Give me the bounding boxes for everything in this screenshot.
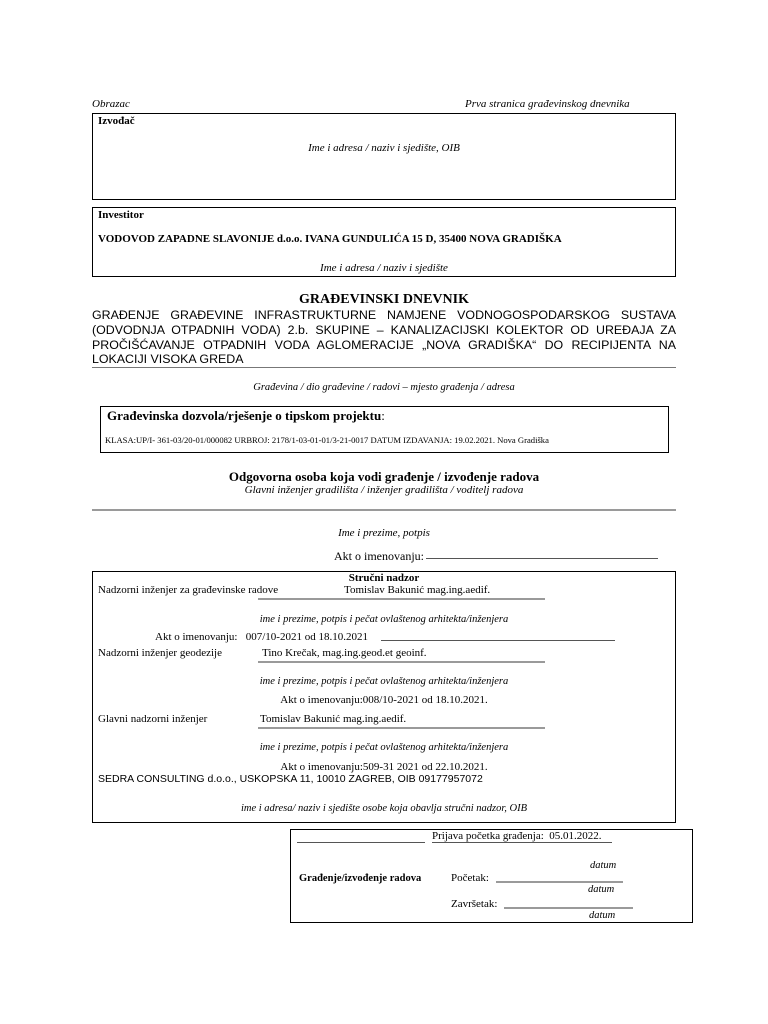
contractor-box <box>92 113 676 200</box>
supervision-role-construction: Nadzorni inženjer za građevinske radove <box>98 584 279 596</box>
supervision-name-line-chief <box>258 727 545 729</box>
diary-caption: Građevina / dio građevine / radovi – mjesto građenja / adresa <box>253 382 515 393</box>
start-line <box>496 881 623 883</box>
supervision-company-caption: ime i adresa/ naziv i sjedište osobe koja obavlja stručni nadzor, OIB <box>240 803 527 814</box>
registration-date: 05.01.2022. <box>549 830 602 842</box>
form-label: Obrazac <box>92 98 130 110</box>
supervision-act-label-construction: Akt o imenovanju: <box>155 631 238 643</box>
supervision-caption-chief: ime i prezime, potpis i pečat ovlaštenog arhitekta/inženjera <box>259 742 509 753</box>
end-line <box>504 907 633 909</box>
supervision-box <box>92 571 676 823</box>
responsible-name-caption: Ime i prezime, potpis <box>338 527 430 539</box>
end-date-caption: datum <box>589 910 616 921</box>
registration-text <box>432 830 602 842</box>
supervision-caption-geodesy: ime i prezime, potpis i pečat ovlaštenog arhitekta/inženjera <box>259 676 509 687</box>
supervision-name-geodesy: Tino Krečak, mag.ing.geod.et geoinf. <box>262 647 427 659</box>
contractor-caption: Ime i adresa / naziv i sjedište, OIB <box>308 142 460 154</box>
responsible-act-label: Akt o imenovanju: <box>334 549 424 563</box>
permit-colon: : <box>381 408 385 423</box>
investor-value: VODOVOD ZAPADNE SLAVONIJE d.o.o. IVANA GUNDULIĆA 15 D, 35400 NOVA GRADIŠKA <box>98 233 562 245</box>
supervision-role-geodesy: Nadzorni inženjer geodezije <box>98 647 222 659</box>
registration-line-right <box>432 842 612 843</box>
schedule-box <box>290 829 693 923</box>
contractor-title: Izvođač <box>98 115 135 127</box>
start-label: Početak: <box>451 872 489 884</box>
investor-box <box>92 207 676 277</box>
diary-description-2: (ODVODNJA OTPADNIH VODA) 2.b. SKUPINE – KANALIZACIJSKI KOLEKTOR OD UREĐAJA ZA <box>92 323 676 337</box>
diary-description-4: LOKACIJI VISOKA GREDA <box>92 352 244 366</box>
responsible-act-line <box>426 558 658 559</box>
permit-title-line <box>107 408 385 424</box>
responsible-subtitle: Glavni inženjer gradilišta / inženjer gradilišta / voditelj radova <box>244 484 524 496</box>
start-date-caption: datum <box>588 884 615 895</box>
supervision-name-construction: Tomislav Bakunić mag.ing.aedif. <box>344 584 491 596</box>
supervision-act-construction <box>155 631 368 643</box>
permit-title: Građevinska dozvola/rješenje o tipskom projektu <box>107 408 382 423</box>
registration-date-caption: datum <box>590 860 617 871</box>
supervision-name-line-construction <box>258 598 545 600</box>
registration-line-left <box>297 842 425 843</box>
end-label: Završetak: <box>451 898 498 910</box>
supervision-act-value-construction: 007/10-2021 od 18.10.2021 <box>245 631 368 643</box>
supervision-role-chief: Glavni nadzorni inženjer <box>98 713 208 725</box>
works-title: Građenje/izvođenje radova <box>299 873 422 884</box>
responsible-divider <box>92 509 676 511</box>
supervision-act-chief: Akt o imenovanju:509-31 2021 od 22.10.2021. <box>280 761 488 773</box>
supervision-act-line-construction <box>381 640 615 641</box>
permit-details: KLASA:UP/I- 361-03/20-01/000082 URBROJ: 2178/1-03-01-01/3-21-0017 DATUM IZDAVANJA: 19.02.2021. Nova Gradiška <box>105 435 549 445</box>
diary-title: GRAĐEVINSKI DNEVNIK <box>299 292 469 307</box>
supervision-act-geodesy: Akt o imenovanju:008/10-2021 od 18.10.2021. <box>280 694 488 706</box>
page-label: Prva stranica građevinskog dnevnika <box>465 98 630 110</box>
diary-description-3: PROČIŠĆAVANJE OTPADNIH VODA AGLOMERACIJE „NOVA GRADIŠKA“ DO RECIPIJENTA NA <box>92 338 676 352</box>
supervision-company: SEDRA CONSULTING d.o.o., USKOPSKA 11, 10010 ZAGREB, OIB 09177957072 <box>98 773 483 785</box>
responsible-title: Odgovorna osoba koja vodi građenje / izvođenje radova <box>228 469 540 484</box>
investor-caption: Ime i adresa / naziv i sjedište <box>320 262 448 274</box>
permit-box <box>100 406 669 453</box>
supervision-title: Stručni nadzor <box>348 572 420 584</box>
supervision-name-line-geodesy <box>258 661 545 663</box>
supervision-caption-construction: ime i prezime, potpis i pečat ovlaštenog arhitekta/inženjera <box>259 614 509 625</box>
supervision-name-chief: Tomislav Bakunić mag.ing.aedif. <box>260 713 407 725</box>
diary-description-underline <box>92 367 676 368</box>
diary-description-1: GRAĐENJE GRAĐEVINE INFRASTRUKTURNE NAMJENE VODNOGOSPODARSKOG SUSTAVA <box>92 308 676 322</box>
investor-title: Investitor <box>98 209 144 221</box>
registration-label: Prijava početka građenja: <box>432 830 544 842</box>
